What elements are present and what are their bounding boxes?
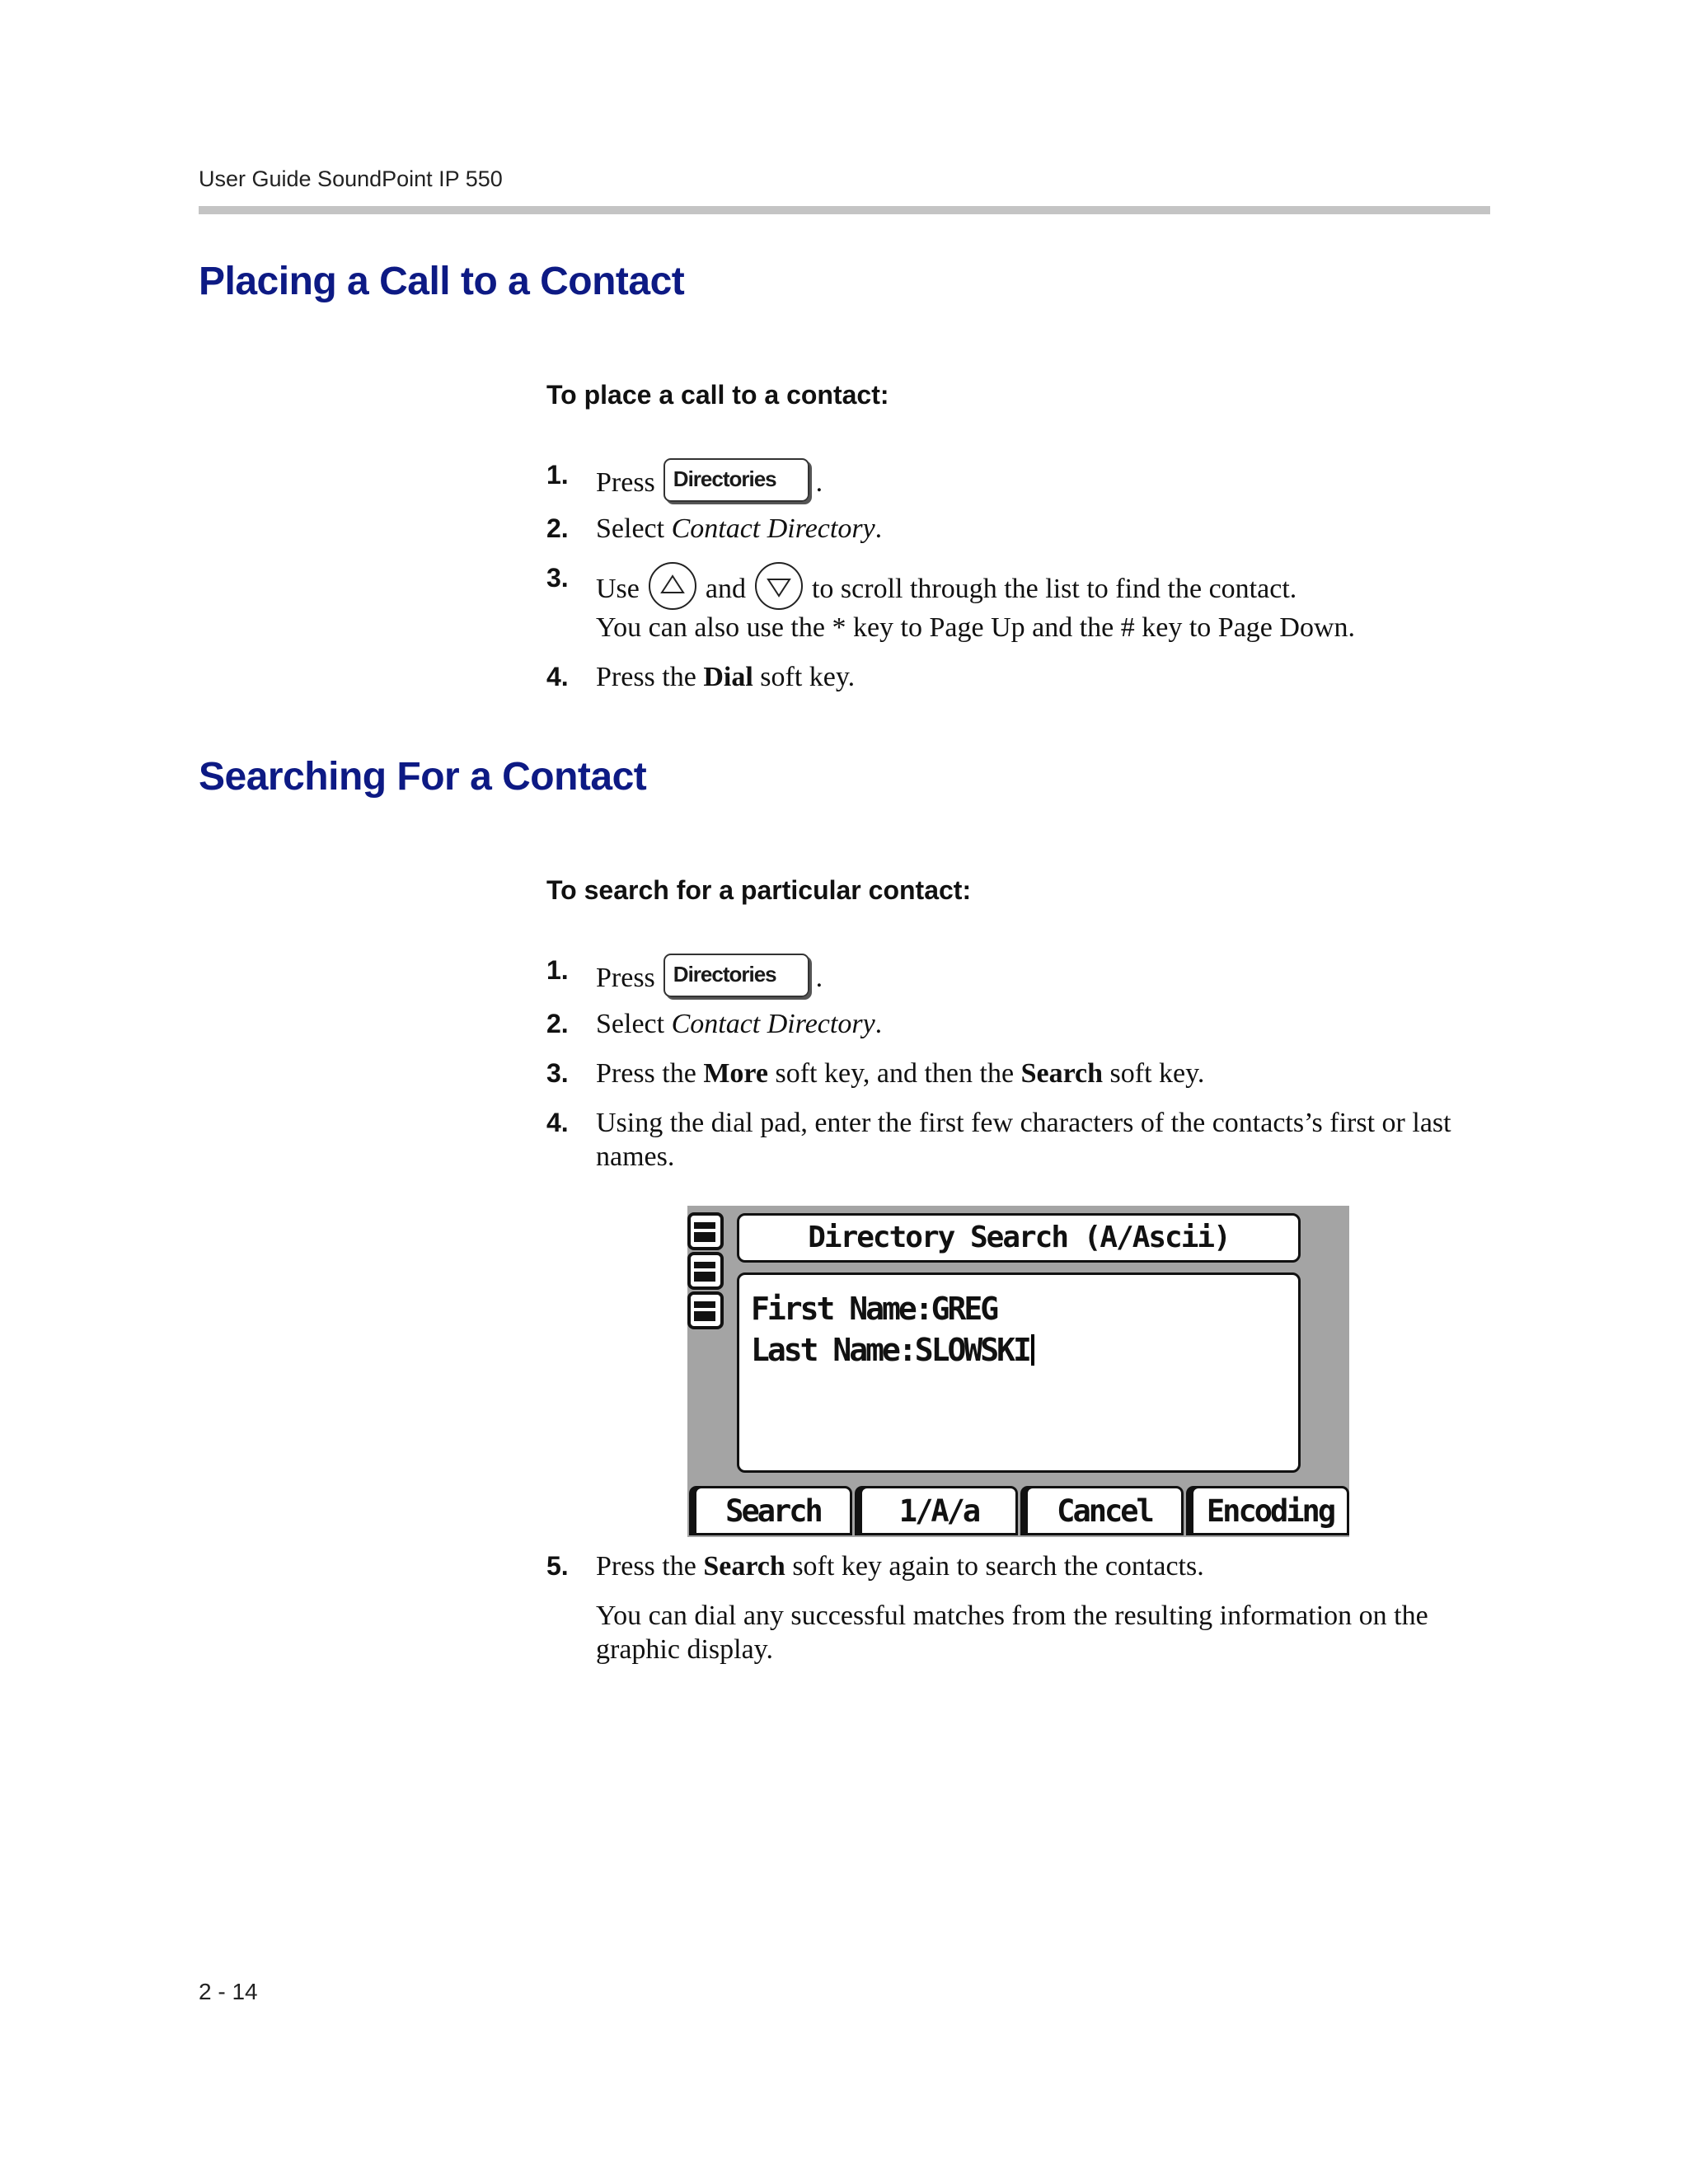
menu-item-name: Contact Directory bbox=[671, 1009, 875, 1039]
up-arrow-key-icon bbox=[648, 561, 697, 611]
softkey-name-more: More bbox=[703, 1058, 768, 1089]
step-text-end: soft key. bbox=[753, 662, 856, 692]
procedure-heading-search: To search for a particular contact: bbox=[546, 875, 972, 905]
step-3 bbox=[546, 1057, 1494, 1090]
down-arrow-key-icon bbox=[754, 561, 804, 611]
phone-display-screenshot bbox=[687, 1206, 1349, 1537]
step-5 bbox=[546, 1549, 1494, 1583]
step-number: 5. bbox=[546, 1551, 569, 1581]
first-name-value: GREG bbox=[931, 1291, 997, 1327]
softkey-bar bbox=[689, 1486, 1348, 1535]
step-text-end: . bbox=[815, 963, 823, 993]
step-text: Press the bbox=[596, 662, 704, 692]
softkey-name: Dial bbox=[703, 662, 753, 692]
step-4 bbox=[546, 660, 1494, 694]
step-number: 1. bbox=[546, 955, 569, 985]
step-2 bbox=[546, 1007, 1494, 1041]
step-text-and: and bbox=[705, 574, 746, 604]
step-text-mid: soft key, and then the bbox=[768, 1058, 1021, 1089]
first-name-row bbox=[751, 1288, 996, 1329]
softkey-search: Search bbox=[694, 1486, 852, 1535]
step-text-end: . bbox=[874, 1009, 883, 1039]
step-number: 4. bbox=[546, 1108, 569, 1137]
header-rule bbox=[199, 206, 1490, 214]
last-name-value: SLOWSKI bbox=[914, 1332, 1029, 1368]
section-title-placing-call: Placing a Call to a Contact bbox=[199, 260, 685, 303]
softkey-cancel: Cancel bbox=[1025, 1486, 1184, 1535]
softkey-encoding: Encoding bbox=[1191, 1486, 1349, 1535]
running-header: User Guide SoundPoint IP 550 bbox=[199, 166, 503, 191]
step-text-end: . bbox=[815, 467, 823, 498]
screen-title: Directory Search (A/Ascii) bbox=[737, 1213, 1301, 1263]
step-text-end: soft key again to search the contacts. bbox=[785, 1551, 1204, 1582]
step-2 bbox=[546, 512, 1494, 546]
step-text-end: . bbox=[874, 513, 883, 544]
step-1 bbox=[546, 458, 1494, 502]
step-5-note: You can dial any successful matches from the resulting information on the graphic display. bbox=[596, 1601, 1428, 1665]
last-name-label: Last Name: bbox=[751, 1332, 915, 1368]
page-number: 2 - 14 bbox=[199, 1979, 258, 2004]
step-text: Press bbox=[596, 963, 655, 993]
step-text: Press the bbox=[596, 1058, 704, 1089]
text-cursor bbox=[1031, 1334, 1034, 1366]
menu-item-name: Contact Directory bbox=[671, 513, 875, 544]
step-number: 3. bbox=[546, 563, 569, 593]
directories-key-icon: Directories bbox=[663, 458, 809, 502]
directories-key-icon: Directories bbox=[663, 954, 809, 997]
step-text: Select bbox=[596, 513, 672, 544]
step-3 bbox=[546, 561, 1494, 611]
step-text-end: soft key. bbox=[1103, 1058, 1205, 1089]
step-number: 2. bbox=[546, 513, 569, 543]
section-title-searching-contact: Searching For a Contact bbox=[199, 755, 647, 799]
step-text: Press bbox=[596, 467, 655, 498]
step-number: 2. bbox=[546, 1009, 569, 1038]
last-name-row bbox=[751, 1329, 1034, 1371]
line-key-icons bbox=[687, 1206, 730, 1346]
step-text: Use bbox=[596, 574, 640, 604]
step-text: Select bbox=[596, 1009, 672, 1039]
step-3-note: You can also use the * key to Page Up and the # key to Page Down. bbox=[596, 612, 1356, 643]
softkey-mode: 1/A/a bbox=[860, 1486, 1018, 1535]
step-text-end: to scroll through the list to find the contact. bbox=[811, 574, 1297, 604]
softkey-name-search: Search bbox=[1020, 1058, 1104, 1089]
step-number: 1. bbox=[546, 460, 569, 490]
screen-search-form bbox=[737, 1272, 1301, 1473]
step-1 bbox=[546, 954, 1494, 997]
procedure-heading-place-call: To place a call to a contact: bbox=[546, 380, 889, 410]
step-text: Press the bbox=[596, 1551, 704, 1582]
step-number: 3. bbox=[546, 1058, 569, 1088]
first-name-label: First Name: bbox=[751, 1291, 931, 1327]
softkey-name: Search bbox=[703, 1551, 785, 1582]
step-4 bbox=[546, 1106, 1494, 1174]
step-text: Using the dial pad, enter the first few characters of the contacts’s first or last names. bbox=[596, 1108, 1451, 1172]
step-number: 4. bbox=[546, 662, 569, 691]
